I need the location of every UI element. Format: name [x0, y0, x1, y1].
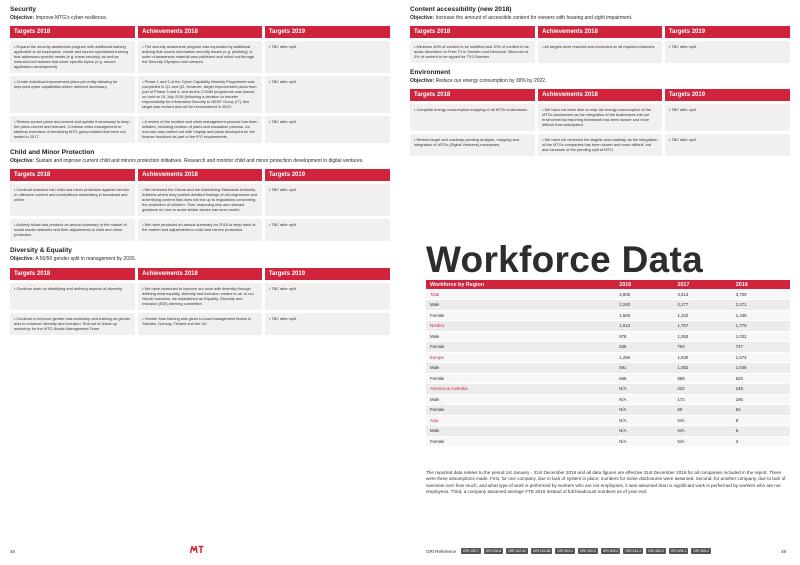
table-cell	[537, 133, 664, 157]
cell-text: • TBC after split.	[669, 137, 697, 142]
table-cell: 591	[615, 363, 673, 374]
row-label: Male	[426, 331, 615, 342]
cell-text: • TBC after split.	[269, 286, 297, 291]
table-row	[10, 183, 390, 218]
cell-text: • Complete energy consumption mapping of all MTGx businesses.	[414, 107, 528, 112]
table-header-row	[10, 26, 390, 40]
cell-text: • TBC after split.	[269, 316, 297, 321]
cell-text: • Gender bias training was given to local management teams in Sweden, Norway, Finland and the UK.	[142, 316, 251, 326]
column-header: Achievements 2018	[137, 26, 264, 40]
table-row	[410, 40, 790, 64]
table-cell: N/A	[615, 405, 673, 416]
table-row	[426, 289, 790, 300]
table-cell: 9	[732, 415, 790, 426]
cell-text: • TBC after split.	[269, 44, 297, 49]
row-label: Europe	[426, 352, 615, 363]
table-cell: 2,240	[615, 300, 673, 311]
row-label: Female	[426, 405, 615, 416]
table-header-row	[410, 89, 790, 103]
mtg-logo	[190, 545, 204, 554]
gri-tag: GRI 405-2	[602, 549, 619, 553]
workforce-table	[426, 280, 790, 447]
table-cell: 1,256	[615, 352, 673, 363]
table-cell	[410, 103, 537, 133]
row-label: Female	[426, 373, 615, 384]
row-label: Asia	[426, 415, 615, 426]
cell-text: • TBC after split.	[269, 119, 297, 124]
column-header: Targets 2018	[10, 169, 137, 183]
cell-text: • Phase 1 and 2 of the Cyber Capability Maturity Programme was completed in Q1 and Q2. However, target improvement plans from part of Phase 3 and 4, and as the CCMM programme was placed on hold on 01 July 2018 (following a decision to transfer responsibility for Information Security to NENT Group (IT), this target was revised and will be reconsidered in 2019.	[142, 79, 256, 109]
table-row	[10, 218, 390, 242]
objective: Objective: Reduce our energy consumption by 30% by 2022.	[410, 78, 547, 85]
row-label: Male	[426, 300, 615, 311]
column-header: Targets 2019	[663, 26, 790, 40]
gri-tag: GRI 403-1	[557, 549, 574, 553]
cell-text: • The security awareness program was expanded by additional training that covers information security issues (e.g. phishing). A suite of awareness material was published and rolled out through the Security Olympics mini network.	[142, 44, 254, 64]
column-header: Targets 2018	[410, 26, 537, 40]
page-number-right: 49	[781, 549, 787, 554]
table-cell	[263, 218, 390, 242]
table-cell	[263, 40, 390, 75]
column-header: Achievements 2018	[537, 89, 664, 103]
table-cell: 185	[732, 394, 790, 405]
row-label: Male	[426, 363, 615, 374]
table-cell	[537, 40, 664, 64]
targets-table	[410, 89, 790, 156]
cell-text: • We have produced an annual summary for 2018 to keep track of the market and adjustments to child and minors protection.	[142, 222, 255, 232]
row-label: Male	[426, 394, 615, 405]
table-cell: N/A	[674, 415, 732, 426]
table-cell	[137, 115, 264, 144]
gri-tag: GRI 405-1	[670, 549, 687, 553]
environment-section	[410, 69, 790, 156]
table-row	[10, 281, 390, 311]
column-header: Targets 2018	[10, 268, 137, 282]
table-cell: N/A	[615, 436, 673, 447]
gri-tag: GRI 404-3	[648, 549, 664, 553]
table-row	[426, 405, 790, 416]
row-label: America & Australia	[426, 384, 615, 395]
cell-text: • Continue to improve gender bias workshop and training on gender bias to enhance diversity and inclusion. Roll-out of follow up workshop for the MTG Nordic Management Team.	[14, 316, 130, 331]
table-cell: 1,779	[732, 321, 790, 332]
table-cell	[10, 218, 137, 242]
column-header: Achievements 2018	[137, 268, 264, 282]
table-cell	[137, 183, 264, 218]
child-section	[10, 149, 390, 241]
table-cell: 1,613	[615, 321, 673, 332]
table-cell	[10, 281, 137, 311]
column-header: Targets 2018	[410, 89, 537, 103]
table-header-row	[10, 169, 390, 183]
table-cell: 1,673	[732, 352, 790, 363]
table-cell	[263, 115, 390, 144]
table-cell: 1,052	[674, 363, 732, 374]
row-label: Female	[426, 436, 615, 447]
table-cell: 1,053	[674, 331, 732, 342]
column-header: Targets 2019	[263, 26, 390, 40]
cell-text: • Create individual improvement plans per entity allowing for improved cyber capabilities where deemed necessary.	[14, 79, 117, 89]
table-cell: N/A	[615, 415, 673, 426]
table-cell	[137, 311, 264, 335]
table-cell: 2,271	[732, 300, 790, 311]
table-cell: 978	[615, 331, 673, 342]
cell-text: • TBC after split.	[269, 187, 297, 192]
table-cell: 3,709	[732, 289, 790, 300]
table-cell	[537, 103, 664, 133]
cell-text: • Continue research into child and minor protection against harmful or offensive content and surreptitious advertising in broadcast and online.	[14, 187, 129, 202]
table-row	[10, 311, 390, 335]
cell-text: • TBC after split.	[669, 107, 697, 112]
table-cell: 1,342	[674, 310, 732, 321]
cell-text: • Expand the security awareness program with additional training applicable to all employees, create and launch specialised training that addresses specific needs (e.g. travel security) as well as instructor-led classes that cover specific topics (e.g. secure application development).	[14, 44, 128, 69]
table-row	[426, 384, 790, 395]
cell-text: • We have continued to improve our work with diversity through defining what equality, diversity and inclusion means to us. In our Nordic business, we established an Equality, Diversity and Inclusion (EDI) steering committee.	[142, 286, 254, 306]
objective: Objective: Increase the amount of accessible content for viewers with hearing and sight impairment.	[410, 15, 633, 21]
gri-tag: GRI 404-3	[580, 549, 596, 553]
targets-table	[10, 26, 390, 143]
cell-text: • Minimum 40% of content to be subtitled and 10% of content to be audio described on Free-TV in Sweden and Denmark. Minimum of 3% of content to be signed for TV3 Sweden.	[414, 44, 529, 59]
table-cell: 248	[732, 384, 790, 395]
table-cell: 3,805	[615, 289, 673, 300]
table-cell: 588	[674, 373, 732, 384]
table-cell: N/A	[615, 394, 673, 405]
section-title: Security	[10, 6, 37, 13]
table-cell	[663, 103, 790, 133]
table-cell: 50	[674, 405, 732, 416]
cell-text: • Review current plans and amend and update if necessary to keep the plans current and relevant. Continue crisis management or tabletop exercises of remaining MTG group entities that were not tested in 2017.	[14, 119, 130, 139]
gri-tag: GRI 102-7	[463, 549, 479, 553]
section-title: Child and Minor Protection	[10, 149, 95, 157]
cell-text: • A review of the incident and crisis management process has been initiated, including revision of plans and escalation process. An exercise was carried out with Viaplay and plans developed for the finance functions as part of the IPO requirements.	[142, 119, 257, 139]
gri-tag: GRI 102-48	[532, 549, 551, 553]
column-header: 2016	[615, 280, 673, 289]
table-row	[10, 40, 390, 75]
column-header: Achievements 2018	[537, 26, 664, 40]
table-header-row	[410, 26, 790, 40]
table-cell	[137, 281, 264, 311]
cell-text: • TBC after split.	[269, 222, 297, 227]
gri-tag: GRI 102-8	[485, 549, 502, 553]
table-row	[426, 373, 790, 384]
table-cell: 1,048	[732, 363, 790, 374]
gri-reference	[426, 548, 711, 554]
row-label: Male	[426, 426, 615, 437]
table-cell	[410, 40, 537, 64]
table-row	[426, 352, 790, 363]
column-header: Targets 2019	[263, 169, 390, 183]
table-cell: N/A	[615, 426, 673, 437]
row-label: Female	[426, 310, 615, 321]
table-cell: 704	[674, 342, 732, 353]
cell-text: • Continue work on identifying and defining aspects of diversity.	[14, 286, 123, 291]
table-header-row	[426, 280, 790, 289]
table-cell: N/A	[674, 436, 732, 447]
table-cell	[663, 40, 790, 64]
cell-text: • We have not been able to map the energy consumption of the MTGx businesses as the integration of the businesses into our environmental reporting framework has been slower and more difficult than anticipated.	[542, 107, 651, 127]
cell-text: • Review target and roadmap pending analysis, mapping and integration of MTGx (Digital Ventures) companies.	[414, 137, 519, 147]
table-cell: 747	[732, 342, 790, 353]
table-cell: 1,757	[674, 321, 732, 332]
table-cell: 1,032	[732, 331, 790, 342]
table-cell: 635	[615, 342, 673, 353]
table-cell: N/A	[674, 426, 732, 437]
table-cell	[137, 75, 264, 115]
table-cell	[10, 40, 137, 75]
cell-text: • We reviewed the Ofcom and the Advertising Standards Authority bulletins where they publish detailed findings of all programme and advertising content that does not live up to regulations concerning the protection of children. Their reasoning why and relevant guidance on how to avoid similar issues has been useful.	[142, 187, 257, 212]
table-row	[426, 426, 790, 437]
column-header: Achievements 2018	[137, 169, 264, 183]
table-row	[410, 133, 790, 157]
cell-text: • TBC after split.	[669, 44, 697, 49]
column-header: Targets 2019	[663, 89, 790, 103]
table-cell: 63	[732, 405, 790, 416]
table-row	[426, 300, 790, 311]
table-cell	[263, 183, 390, 218]
targets-table	[410, 26, 790, 63]
row-label: Total	[426, 289, 615, 300]
table-cell: 3,613	[674, 289, 732, 300]
column-header: 2017	[674, 280, 732, 289]
objective: Objective: A 50/50 gender split in management by 2020.	[10, 256, 136, 263]
workforce-title: Workforce Data	[426, 239, 703, 280]
cell-text: • We have not reviewed the targets and roadmap as the integration of the MTGx companies has been slower and more difficult, but also because of the pending split of MTG.	[542, 137, 657, 152]
column-header: Targets 2019	[263, 268, 390, 282]
table-row	[426, 321, 790, 332]
targets-table	[10, 169, 390, 241]
table-cell: 3	[732, 436, 790, 447]
table-cell: 2,277	[674, 300, 732, 311]
table-cell	[10, 115, 137, 144]
section-title: Environment	[410, 69, 451, 77]
cell-text: • Actively follow and produce an annual summary of the market of social media networks and their adjustments to child and minor protection.	[14, 222, 127, 237]
table-cell	[10, 311, 137, 335]
table-row	[426, 342, 790, 353]
table-cell: 665	[615, 373, 673, 384]
table-row	[426, 415, 790, 426]
page-number-left: 48	[10, 549, 16, 554]
table-cell: 1,438	[732, 310, 790, 321]
table-row	[410, 103, 790, 133]
table-cell	[137, 40, 264, 75]
section-title: Content accessibility (new 2018)	[410, 6, 512, 13]
table-cell: 6	[732, 426, 790, 437]
table-row	[10, 75, 390, 115]
targets-table	[10, 268, 390, 335]
objective: Objective: Improve MTG's cyber-resilience.	[10, 15, 108, 21]
table-cell	[263, 281, 390, 311]
table-cell	[10, 75, 137, 115]
column-header: Workforce by Region	[426, 280, 615, 289]
security-section	[10, 6, 390, 143]
table-cell: N/A	[615, 384, 673, 395]
gri-tag: GRI 414-1	[625, 549, 642, 553]
cell-text: • TBC after split.	[269, 79, 297, 84]
table-cell	[410, 133, 537, 157]
footnote: The reported data relates to the period 1st January - 31st December 2018 and all data figures are effective 31st December 2018 for all companies included in the report. There were three assumptions made. First, for one company, due to lack of system in place, numbers for some disclosures were assumed. Second, for another company, due to lack of overview over how much, and what type of work is performed by workers who are not employees, it was assumed that no significant work is performed by workers who are not employees. Third, a company assumed average FTE 2018 instead of full headcount numbers as of year end.	[426, 470, 786, 494]
table-row	[426, 310, 790, 321]
column-header: 2018	[732, 280, 790, 289]
table-cell	[10, 183, 137, 218]
table-cell	[263, 311, 390, 335]
table-row	[426, 363, 790, 374]
table-cell: 222	[674, 384, 732, 395]
table-cell: 625	[732, 373, 790, 384]
gri-tag: GRI 405-2	[693, 549, 709, 553]
content-accessibility-section	[410, 6, 790, 63]
diversity-section	[10, 247, 390, 334]
section-title: Diversity & Equality	[10, 247, 72, 255]
table-cell	[663, 133, 790, 157]
row-label: Female	[426, 342, 615, 353]
column-header: Targets 2018	[10, 26, 137, 40]
table-header-row	[10, 268, 390, 282]
table-row	[426, 394, 790, 405]
gri-label: GRI Reference	[426, 548, 457, 554]
table-row	[426, 436, 790, 447]
row-label: Nordics	[426, 321, 615, 332]
table-row	[10, 115, 390, 144]
table-cell: 1,565	[615, 310, 673, 321]
cell-text: • All targets were reached and exceeded on all required channels.	[542, 44, 655, 49]
gri-tag: GRI 102-41	[508, 549, 526, 553]
table-cell: 1,640	[674, 352, 732, 363]
table-cell	[137, 218, 264, 242]
table-cell: 172	[674, 394, 732, 405]
table-row	[426, 331, 790, 342]
objective: Objective: Sustain and improve current child and minors protection initiatives. Research and monitor child and minor protection development in digital ventures.	[10, 158, 364, 165]
table-cell	[263, 75, 390, 115]
